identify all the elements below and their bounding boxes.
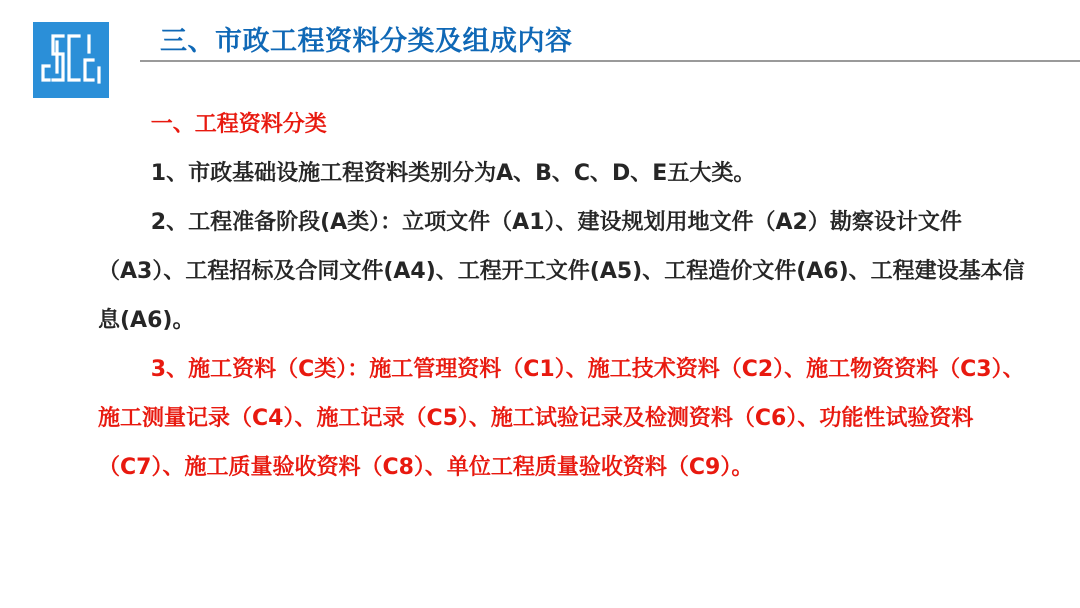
paragraph-item-3: 3、施工资料（C类）：施工管理资料（C1）、施工技术资料（C2）、施工物资资料（C3）、施工测量记录（C4）、施工记录（C5）、施工试验记录及检测资料（C6）、功能性试验资料（C7）、施工质量验收资料（C8）、单位工程质量验收资料（C9）。 (98, 357, 1025, 480)
section-heading: 一、工程资料分类 (150, 112, 327, 137)
paragraph-item-1: 1、市政基础设施工程资料类别分为A、B、C、D、E五大类。 (150, 161, 756, 186)
header-divider (140, 60, 1080, 62)
paragraph-item-2: 2、工程准备阶段(A类）：立项文件（A1）、建设规划用地文件（A2）勘察设计文件（A3）、工程招标及合同文件(A4)、工程开工文件(A5)、工程造价文件(A6)、工程建设基本信息(A6)。 (98, 210, 1025, 333)
cscec-logo-icon (33, 22, 109, 98)
page-title: 三、市政工程资料分类及组成内容 (160, 26, 573, 57)
slide-content (98, 100, 1026, 492)
